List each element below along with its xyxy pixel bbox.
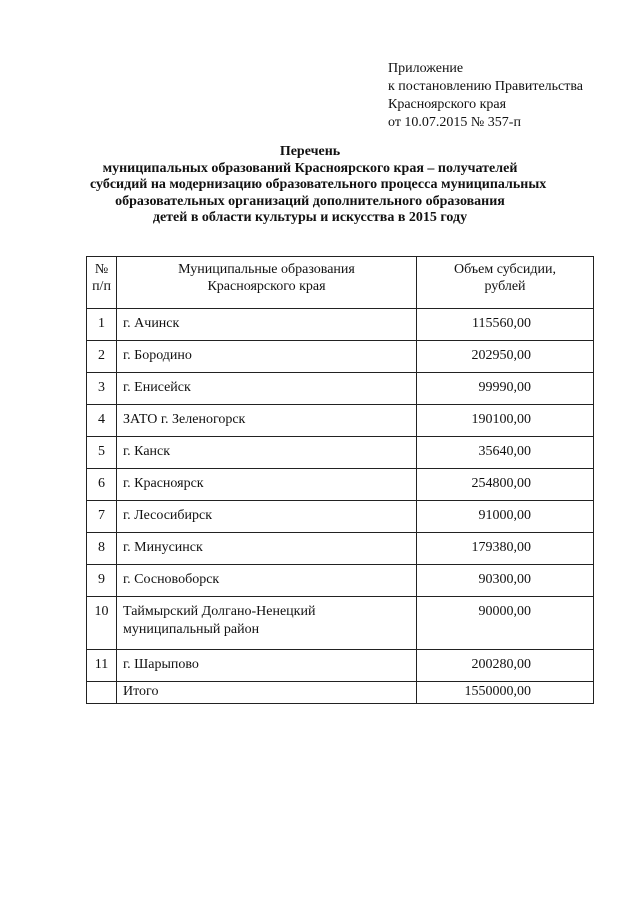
row-number: 11: [87, 650, 117, 682]
row-number: 9: [87, 565, 117, 597]
row-municipality: г. Минусинск: [117, 533, 417, 565]
header-subsidy-line1: Объем субсидии,: [454, 262, 556, 277]
header-municipality: [117, 257, 417, 309]
row-amount: 254800,00: [417, 469, 594, 501]
row-municipality: г. Шарыпово: [117, 650, 417, 682]
document-title: [90, 144, 547, 227]
title-line: Перечень: [279, 144, 341, 159]
row-number: 1: [87, 309, 117, 341]
row-number: 4: [87, 405, 117, 437]
table-row: [87, 597, 594, 650]
row-amount: 115560,00: [417, 309, 594, 341]
row-municipality: г. Красноярск: [117, 469, 417, 501]
row-municipality-line1: Таймырский Долгано-Ненецкий: [123, 604, 316, 619]
table-row: [87, 437, 594, 469]
table-row: [87, 405, 594, 437]
row-municipality: г. Лесосибирск: [117, 501, 417, 533]
row-number: 2: [87, 341, 117, 373]
header-number-line2: п/п: [92, 279, 111, 294]
header-subsidy-amount: [417, 257, 594, 309]
appendix-line: Приложение: [388, 61, 464, 76]
row-number: 7: [87, 501, 117, 533]
row-amount: 90300,00: [417, 565, 594, 597]
table-row: [87, 341, 594, 373]
row-municipality: г. Канск: [117, 437, 417, 469]
row-amount: 90000,00: [417, 597, 594, 650]
row-municipality: г. Енисейск: [117, 373, 417, 405]
row-municipality: г. Ачинск: [117, 309, 417, 341]
row-municipality: г. Бородино: [117, 341, 417, 373]
table-row: [87, 469, 594, 501]
table-row: [87, 501, 594, 533]
appendix-line: от 10.07.2015 № 357-п: [388, 115, 521, 130]
row-municipality: [117, 597, 417, 650]
row-number: 6: [87, 469, 117, 501]
table-row: [87, 650, 594, 682]
table-row: [87, 533, 594, 565]
row-number: 10: [87, 597, 117, 650]
header-subsidy-line2: рублей: [484, 279, 526, 294]
subsidy-table: [86, 256, 594, 704]
row-number: 3: [87, 373, 117, 405]
row-amount: 202950,00: [417, 341, 594, 373]
row-amount: 200280,00: [417, 650, 594, 682]
total-number-empty: [87, 682, 117, 704]
table-row: [87, 309, 594, 341]
appendix-block: [388, 60, 628, 132]
total-amount: 1550000,00: [417, 682, 594, 704]
row-amount: 99990,00: [417, 373, 594, 405]
appendix-line: к постановлению Правительства: [388, 79, 584, 94]
row-amount: 190100,00: [417, 405, 594, 437]
row-municipality: г. Сосновоборск: [117, 565, 417, 597]
row-municipality-line2: муниципальный район: [123, 622, 260, 637]
table-row: [87, 565, 594, 597]
title-line: образовательных организаций дополнительного образования: [115, 193, 505, 209]
total-label: Итого: [117, 682, 417, 704]
appendix-line: Красноярского края: [388, 97, 507, 112]
row-amount: 179380,00: [417, 533, 594, 565]
header-number: [87, 257, 117, 309]
table-header-row: [87, 257, 594, 309]
row-municipality: ЗАТО г. Зеленогорск: [117, 405, 417, 437]
row-amount: 91000,00: [417, 501, 594, 533]
header-municipality-line2: Красноярского края: [207, 279, 326, 294]
header-municipality-line1: Муниципальные образования: [178, 262, 355, 277]
title-line: детей в области культуры и искусства в 2015 году: [152, 210, 468, 225]
header-number-line1: №: [94, 262, 109, 277]
row-number: 8: [87, 533, 117, 565]
row-number: 5: [87, 437, 117, 469]
table-total-row: [87, 682, 594, 704]
table-row: [87, 373, 594, 405]
title-line: субсидий на модернизацию образовательного процесса муниципальных: [90, 177, 547, 192]
title-line: муниципальных образований Красноярского края – получателей: [102, 160, 518, 176]
row-amount: 35640,00: [417, 437, 594, 469]
